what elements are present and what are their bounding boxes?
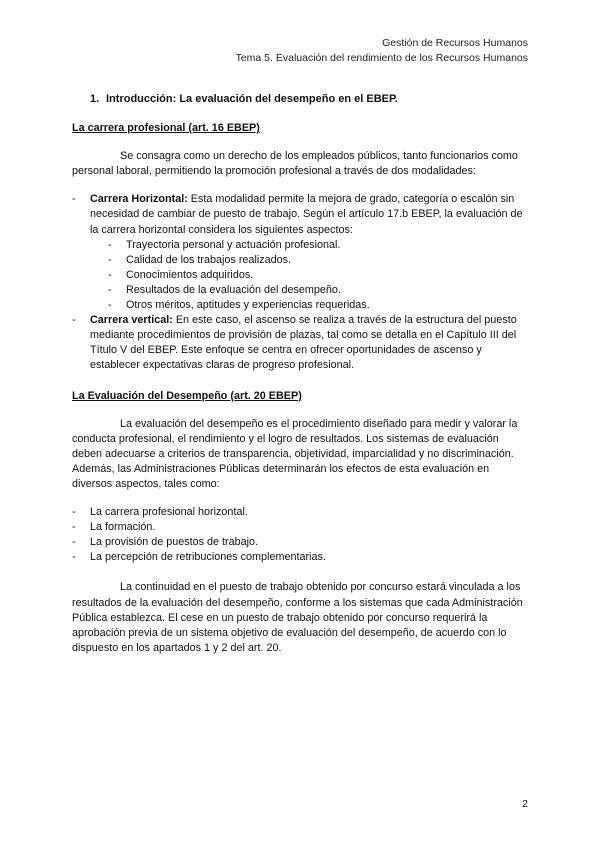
aspect-item: - Trayectoria personal y actuación profesional. (108, 238, 528, 253)
page-number: 2 (522, 798, 528, 810)
carrera-horizontal-text: Esta modalidad permite la mejora de grado, categoría o escalón sin necesidad de cambiar de puesto de trabajo. Según el artículo 17.b EBEP, la evaluación de la carrera horizontal considera los siguientes aspectos: (90, 193, 523, 236)
aspect-item: - Calidad de los trabajos realizados. (108, 253, 528, 268)
list-item-carrera-vertical (72, 313, 528, 373)
evaluacion-paragraph-2: La continuidad en el puesto de trabajo obtenido por concurso estará vinculada a los resultados de la evaluación del desempeño, conforme a los sistemas que cada Administración Pública establezca. El cese en un puesto de trabajo obtenido por concurso requerirá la aprobación previa de un sistema objetivo de evaluación del desempeño, de acuerdo con lo dispuesto en los apartados 1 y 2 del art. 20. (72, 581, 523, 654)
section-heading-carrera: La carrera profesional (art. 16 EBEP) (72, 122, 260, 135)
carrera-vertical-text: En este caso, el ascenso se realiza a través de la estructura del puesto mediante procedimientos de provisión de plazas, tal como se detalla en el Capítulo III del Título V del EBEP. Este enfoque se centra en ofrecer oportunidades de ascenso y establecer expectativas claras de progreso profesional. (90, 314, 517, 372)
section-heading-evaluacion: La Evaluación del Desempeño (art. 20 EBEP) (72, 389, 302, 402)
effect-item: - La provisión de puestos de trabajo. (72, 535, 528, 550)
aspect-item: - Resultados de la evaluación del desempeño. (108, 283, 528, 298)
header-course-title: Gestión de Recursos Humanos (382, 37, 528, 49)
running-header (236, 36, 528, 66)
effect-item: - La percepción de retribuciones complementarias. (72, 550, 528, 565)
carrera-intro-paragraph: Se consagra como un derecho de los empleados públicos, tanto funcionarios como personal laboral, permitiendo la promoción profesional a través de dos modalidades: (72, 150, 518, 178)
list-item-carrera-horizontal (72, 192, 528, 237)
document-body (72, 92, 528, 656)
effect-item: - La formación. (72, 520, 528, 535)
aspect-item: - Conocimientos adquiridos. (108, 268, 528, 283)
chapter-number: 1. (90, 93, 100, 105)
chapter-title-text: Introducción: La evaluación del desempeño en el EBEP. (106, 93, 398, 105)
effect-item: - La carrera profesional horizontal. (72, 505, 528, 520)
carrera-vertical-label: Carrera vertical: (90, 314, 173, 327)
chapter-title (90, 92, 528, 107)
aspect-item: - Otros méritos, aptitudes y experiencias requeridas. (108, 298, 528, 313)
carrera-horizontal-label: Carrera Horizontal: (90, 193, 188, 206)
header-topic-title: Tema 5. Evaluación del rendimiento de los Recursos Humanos (235, 52, 528, 64)
evaluacion-paragraph-1: La evaluación del desempeño es el procedimiento diseñado para medir y valorar la conducta profesional, el rendimiento y el logro de resultados. Los sistemas de evaluación deben adecuarse a criterios de transparencia, objetividad, imparcialidad y no discriminación. Además, las Administraciones Públicas determinarán los efectos de esta evaluación en diversos aspectos, tales como: (72, 417, 518, 490)
